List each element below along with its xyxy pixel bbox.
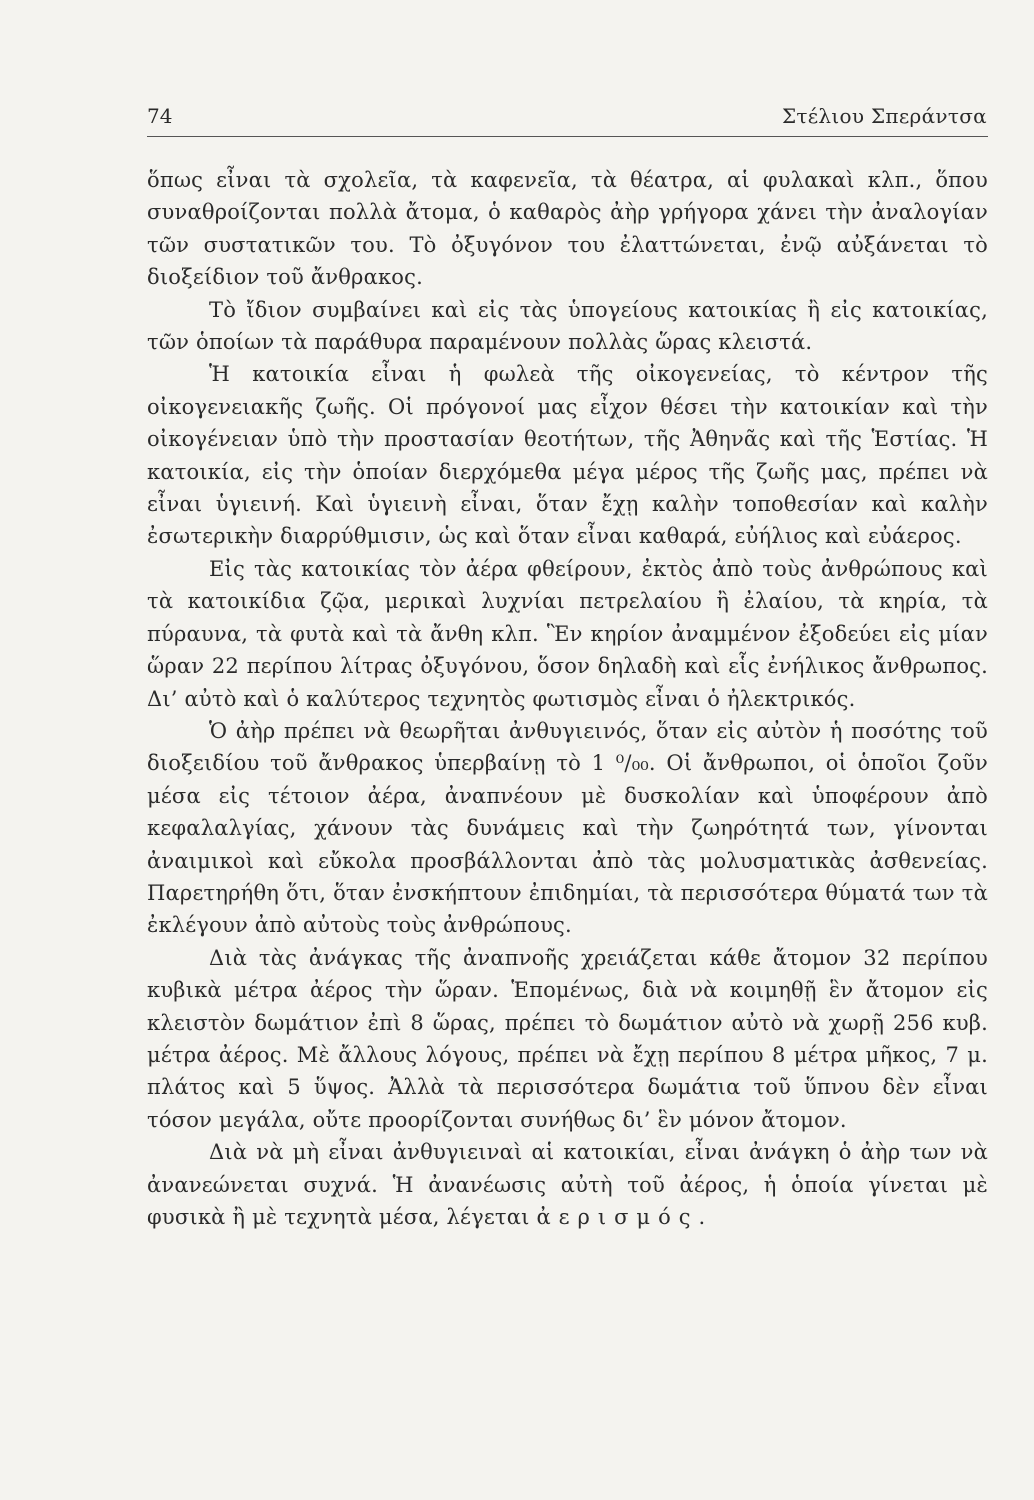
page-number: 74 (147, 104, 173, 128)
paragraph: Εἰς τὰς κατοικίας τὸν ἀέρα φθείρουν, ἐκτὸς ἀπὸ τοὺς ἀνθρώπους καὶ τὰ κατοικίδια ζῷα, μερικαὶ λυχνίαι πετρελαίου ἢ ἐλαίου, τὰ κηρία, τὰ πύραυνα, τὰ φυτὰ καὶ τὰ ἄνθη κλπ. Ἓν κηρίον ἀναμμένον ἐξοδεύει εἰς μίαν ὥραν 22 περίπου λίτρας ὀξυγόνου, ὅσον δηλαδὴ καὶ εἷς ἐνήλικος ἄνθρωπος. Δι’ αὐτὸ καὶ ὁ καλύτερος τεχνητὸς φωτισμὸς εἶναι ὁ ἠλεκτρικός. (147, 556, 988, 711)
running-title: Στέλιου Σπεράντσα (781, 104, 987, 128)
paragraph-continued: ὅπως εἶναι τὰ σχολεῖα, τὰ καφενεῖα, τὰ θέατρα, αἱ φυλακαὶ κλπ., ὅπου συναθροίζονται πολλὰ ἄτομα, ὁ καθαρὸς ἀὴρ γρήγορα χάνει τὴν ἀναλογίαν τῶν συστατικῶν του. Τὸ ὀξυγόνον του ἐλαττώνεται, ἐνῷ αὐξάνεται τὸ διοξείδιον τοῦ ἄνθρακος. (147, 168, 988, 290)
paragraph: Ὁ ἀὴρ πρέπει νὰ θεωρῆται ἀνθυγιεινός, ὅταν εἰς αὐτὸν ἡ ποσότης τοῦ διοξειδίου τοῦ ἄνθρακος ὑπερβαίνῃ τὸ 1 ⁰/₀₀. Οἱ ἄνθρωποι, οἱ ὁποῖοι ζοῦν μέσα εἰς τέτοιον ἀέρα, ἀναπνέουν μὲ δυσκολίαν καὶ ὑποφέρουν ἀπὸ κεφαλαλγίας, χάνουν τὰς δυνάμεις καὶ τὴν ζωηρότητά των, γίνονται ἀναιμικοὶ καὶ εὔκολα προσβάλλονται ἀπὸ τὰς μολυσματικὰς ἀσθενείας. Παρετηρήθη ὅτι, ὅταν ἐνσκήπτουν ἐπιδημίαι, τὰ περισσότερα θύματά των τὰ ἐκλέγουν ἀπὸ αὐτοὺς τοὺς ἀνθρώπους. (147, 718, 988, 938)
paragraph: Διὰ τὰς ἀνάγκας τῆς ἀναπνοῆς χρειάζεται κάθε ἄτομον 32 περίπου κυβικὰ μέτρα ἀέρος τὴν ὥραν. Ἑπομένως, διὰ νὰ κοιμηθῇ ἓν ἄτομον εἰς κλειστὸν δωμάτιον ἐπὶ 8 ὥρας, πρέπει τὸ δωμάτιον αὐτὸ νὰ χωρῇ 256 κυβ. μέτρα ἀέρος. Μὲ ἄλλους λόγους, πρέπει νὰ ἔχῃ περίπου 8 μέτρα μῆκος, 7 μ. πλάτος καὶ 5 ὕψος. Ἀλλὰ τὰ περισσότερα δωμάτια τοῦ ὕπνου δὲν εἶναι τόσον μεγάλα, οὔτε προορίζονται συνήθως δι’ ἓν μόνον ἄτομον. (147, 945, 988, 1132)
page-header (147, 100, 987, 136)
paragraph-last-text: Διὰ νὰ μὴ εἶναι ἀνθυγιειναὶ αἱ κατοικίαι, εἶναι ἀνάγκη ὁ ἀὴρ των νὰ ἀνανεώνεται συχνά. Ἡ ἀνανέωσις αὐτὴ τοῦ ἀέρος, ἡ ὁποία γίνεται μὲ φυσικὰ ἢ μὲ τεχνητὰ μέσα, λέγεται (147, 1140, 988, 1229)
paragraph: Ἡ κατοικία εἶναι ἡ φωλεὰ τῆς οἰκογενείας, τὸ κέντρον τῆς οἰκογενειακῆς ζωῆς. Οἱ πρόγονοί μας εἶχον θέσει τὴν κατοικίαν καὶ τὴν οἰκογένειαν ὑπὸ τὴν προστασίαν θεοτήτων, τῆς Ἀθηνᾶς καὶ τῆς Ἑστίας. Ἡ κατοικία, εἰς τὴν ὁποίαν διερχόμεθα μέγα μέρος τῆς ζωῆς μας, πρέπει νὰ εἶναι ὑγιεινή. Καὶ ὑγιεινὴ εἶναι, ὅταν ἔχῃ καλὴν τοποθεσίαν καὶ καλὴν ἐσωτερικὴν διαρρύθμισιν, ὡς καὶ ὅταν εἶναι καθαρά, εὐήλιος καὶ εὐάερος. (147, 362, 988, 549)
spaced-term: ἀερισμός. (536, 1205, 714, 1229)
paragraph-last (147, 1136, 988, 1233)
header-rule (147, 136, 988, 137)
body-text (147, 164, 988, 1233)
paragraph: Τὸ ἴδιον συμβαίνει καὶ εἰς τὰς ὑπογείους κατοικίας ἢ εἰς κατοικίας, τῶν ὁποίων τὰ παράθυρα παραμένουν πολλὰς ὥρας κλειστά. (147, 297, 988, 355)
